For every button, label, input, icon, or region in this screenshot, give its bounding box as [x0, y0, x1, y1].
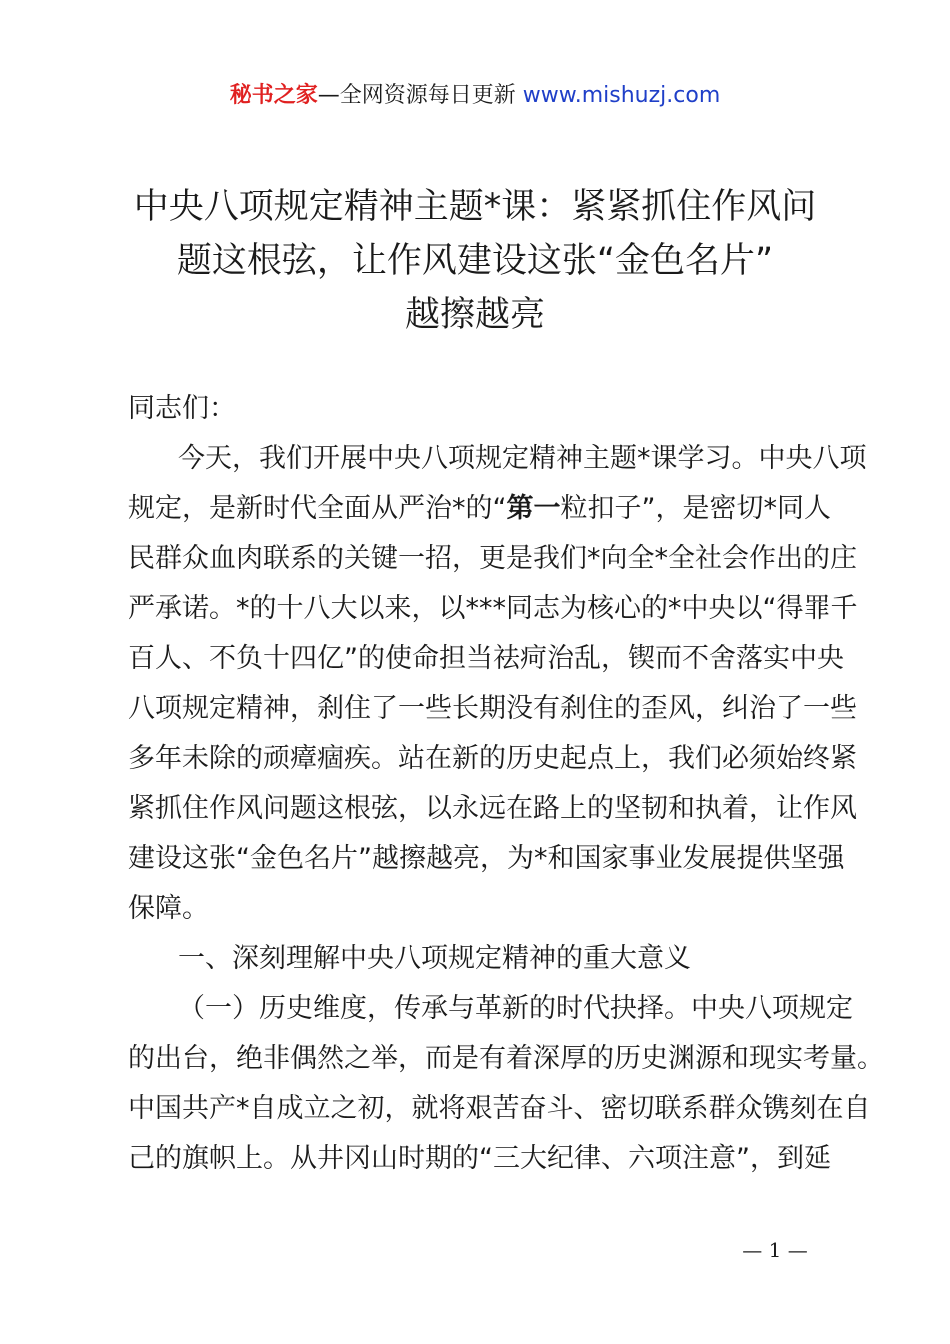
document-title [110, 180, 840, 342]
site-header [0, 80, 950, 112]
paragraph-line: 多年未除的顽瘴痼疾。站在新的历史起点上，我们必须始终紧 [128, 743, 857, 774]
paragraph-line: 民群众血肉联系的关键一招，更是我们*向全*全社会作出的庄 [128, 543, 857, 574]
paragraph-line: 紧抓住作风问题这根弦，以永远在路上的坚韧和执着，让作风 [128, 793, 857, 824]
emphasis-bold: 第一 [506, 493, 561, 524]
title-line-2: 题这根弦，让作风建设这张“金色名片” [176, 241, 774, 281]
section-heading: 一、深刻理解中央八项规定精神的重大意义 [178, 943, 691, 974]
header-slogan: —全网资源每日更新 [317, 83, 516, 108]
site-url-link[interactable]: www.mishuzj.com [515, 83, 721, 108]
paragraph-line: 己的旗帜上。从井冈山时期的“三大纪律、六项注意”，到延 [128, 1143, 831, 1174]
paragraph-line: 八项规定精神，刹住了一些长期没有刹住的歪风，纠治了一些 [128, 693, 857, 724]
brand-name: 秘书之家 [229, 83, 318, 108]
paragraph-line: 建设这张“金色名片”越擦越亮，为*和国家事业发展提供坚强 [128, 843, 845, 874]
paragraph-line: 的出台，绝非偶然之举，而是有着深厚的历史渊源和现实考量。 [128, 1043, 884, 1074]
paragraph-line: 今天，我们开展中央八项规定精神主题*课学习。中央八项 [178, 443, 867, 474]
paragraph-line: （一）历史维度，传承与革新的时代抉择。中央八项规定 [178, 993, 853, 1024]
document-body [128, 384, 884, 1184]
salutation: 同志们： [128, 393, 236, 424]
paragraph-line: 规定，是新时代全面从严治*的“第一粒扣子”，是密切*同人 [128, 493, 831, 524]
paragraph-line: 百人、不负十四亿”的使命担当祛疴治乱，锲而不舍落实中央 [128, 643, 844, 674]
page-number: — 1 — [742, 1238, 808, 1262]
paragraph-line: 保障。 [128, 893, 209, 924]
title-line-3: 越擦越亮 [404, 295, 545, 335]
title-line-1: 中央八项规定精神主题*课：紧紧抓住作风问 [133, 187, 817, 227]
paragraph-line: 中国共产*自成立之初，就将艰苦奋斗、密切联系群众镌刻在自 [128, 1093, 871, 1124]
paragraph-line: 严承诺。*的十八大以来，以***同志为核心的*中央以“得罪千 [128, 593, 858, 624]
